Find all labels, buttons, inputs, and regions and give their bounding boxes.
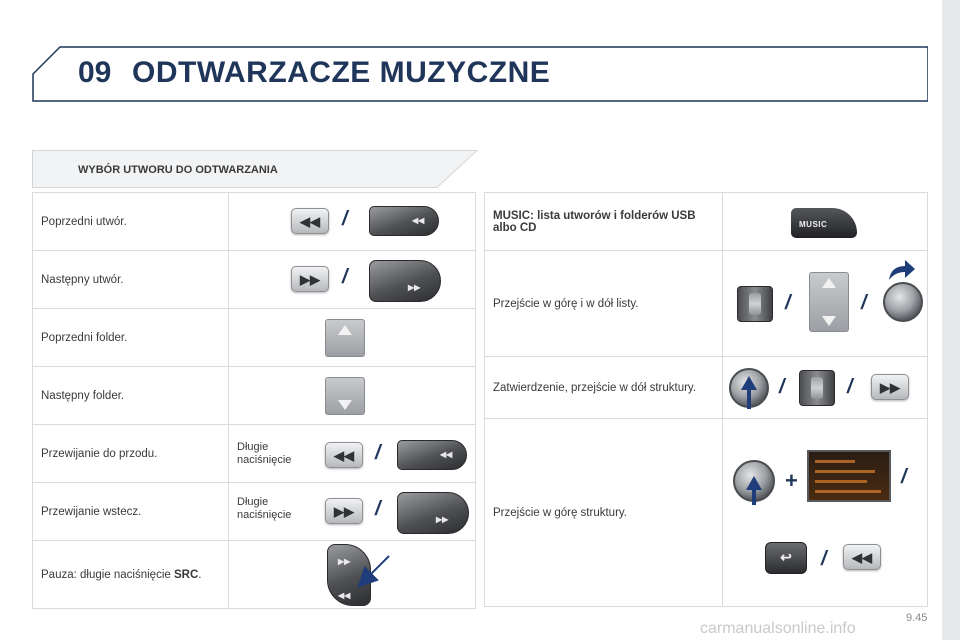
section-title: WYBÓR UTWORU DO ODTWARZANIA	[78, 164, 278, 176]
rewind-icon: ◀◀	[412, 215, 425, 225]
row-label: Przewijanie wstecz.	[33, 483, 229, 541]
row-label: Poprzedni folder.	[33, 309, 229, 367]
previous-track-button	[291, 208, 329, 234]
chapter-title: ODTWARZACZE MUZYCZNE	[132, 56, 551, 89]
separator: /	[847, 375, 853, 398]
press-arrow-icon	[746, 476, 762, 490]
src-key: SRC	[173, 568, 199, 581]
dial-wheel	[811, 377, 823, 399]
music-label: MUSIC	[799, 219, 828, 229]
table-row	[33, 193, 476, 251]
separator: /	[375, 441, 381, 464]
rewind-icon: ◀◀	[300, 213, 320, 229]
steering-stalk-icon	[369, 206, 439, 236]
table-row	[33, 483, 476, 541]
page-number: 9.45	[906, 612, 928, 624]
folder-up-button	[325, 319, 365, 357]
plus-sign: +	[785, 467, 798, 493]
row-visual	[229, 425, 476, 483]
row-visual	[229, 193, 476, 251]
arrow-down-icon	[822, 316, 836, 326]
row-visual	[723, 193, 928, 251]
chapter-number: 09	[78, 56, 112, 89]
fast-forward-icon: ▶▶	[300, 271, 320, 287]
row-visual	[229, 251, 476, 309]
press-arrow-stem	[747, 389, 751, 409]
press-arrow-icon	[741, 376, 757, 390]
row-label: Przewijanie do przodu.	[33, 425, 229, 483]
table-row	[485, 419, 928, 607]
back-icon: ↩	[780, 548, 792, 565]
fast-forward-icon: ▶▶	[338, 556, 351, 566]
rewind-icon: ◀◀	[334, 447, 354, 463]
next-track-button	[291, 266, 329, 292]
row-visual	[229, 367, 476, 425]
display-screen-icon	[807, 450, 891, 502]
watermark: carmanualsonline.info	[700, 620, 856, 637]
separator: /	[785, 291, 791, 314]
right-controls-table	[484, 192, 928, 607]
row-visual	[229, 541, 476, 609]
left-controls-table	[32, 192, 476, 609]
fast-forward-icon: ▶▶	[880, 379, 900, 395]
row-label: Następny folder.	[33, 367, 229, 425]
steering-stalk-icon	[397, 440, 467, 470]
arrow-up-icon	[822, 278, 836, 288]
row-label: Przejście w górę struktury.	[485, 419, 723, 607]
row-visual	[723, 357, 928, 419]
table-row	[485, 193, 928, 251]
table-row	[33, 541, 476, 609]
music-button	[791, 208, 857, 238]
previous-button	[843, 544, 881, 570]
long-press-note: Długie naciśnięcie	[237, 495, 292, 521]
table-row	[485, 357, 928, 419]
row-label: Następny utwór.	[33, 251, 229, 309]
row-label: MUSIC: lista utworów i folderów USB albo CD	[485, 193, 723, 251]
fast-forward-icon: ▶▶	[436, 514, 449, 524]
separator: /	[342, 207, 348, 230]
section-header	[32, 150, 478, 188]
row-visual	[723, 419, 928, 607]
separator: /	[861, 291, 867, 314]
arrow-down-icon	[338, 400, 352, 410]
separator: /	[342, 265, 348, 288]
fast-rewind-button	[325, 442, 363, 468]
rotary-knob-icon	[883, 282, 923, 322]
table-row	[33, 251, 476, 309]
row-label: Pauza: długie naciśnięcie SRC.	[33, 541, 229, 609]
chapter-header	[32, 46, 928, 102]
press-arrow-stem	[752, 489, 756, 505]
separator: /	[901, 465, 907, 488]
table-row	[33, 309, 476, 367]
long-press-note: Długie naciśnięcie	[237, 440, 292, 466]
rewind-icon: ◀◀	[440, 449, 453, 459]
row-visual	[229, 483, 476, 541]
fast-forward-button	[325, 498, 363, 524]
back-button	[765, 542, 807, 574]
table-row	[33, 425, 476, 483]
page-edge-strip	[942, 0, 960, 640]
up-down-button	[809, 272, 849, 332]
separator: /	[779, 375, 785, 398]
scroll-dial-icon	[799, 370, 835, 406]
steering-stalk-icon	[369, 260, 441, 302]
separator: /	[375, 497, 381, 520]
rewind-icon: ◀◀	[338, 590, 351, 600]
separator: /	[821, 547, 827, 570]
row-label: Przejście w górę i w dół listy.	[485, 251, 723, 357]
dial-wheel	[749, 293, 761, 315]
press-arrow-icon	[357, 554, 391, 588]
rewind-icon: ◀◀	[852, 549, 872, 565]
folder-down-button	[325, 377, 365, 415]
rotate-arrow-icon	[887, 258, 917, 282]
table-row	[33, 367, 476, 425]
row-label: Poprzedni utwór.	[33, 193, 229, 251]
next-button	[871, 374, 909, 400]
row-label: Zatwierdzenie, przejście w dół struktury.	[485, 357, 723, 419]
row-visual	[723, 251, 928, 357]
row-visual	[229, 309, 476, 367]
table-row	[485, 251, 928, 357]
steering-stalk-icon	[397, 492, 469, 534]
arrow-up-icon	[338, 325, 352, 335]
fast-forward-icon: ▶▶	[408, 282, 421, 292]
scroll-dial-icon	[737, 286, 773, 322]
fast-forward-icon: ▶▶	[334, 503, 354, 519]
